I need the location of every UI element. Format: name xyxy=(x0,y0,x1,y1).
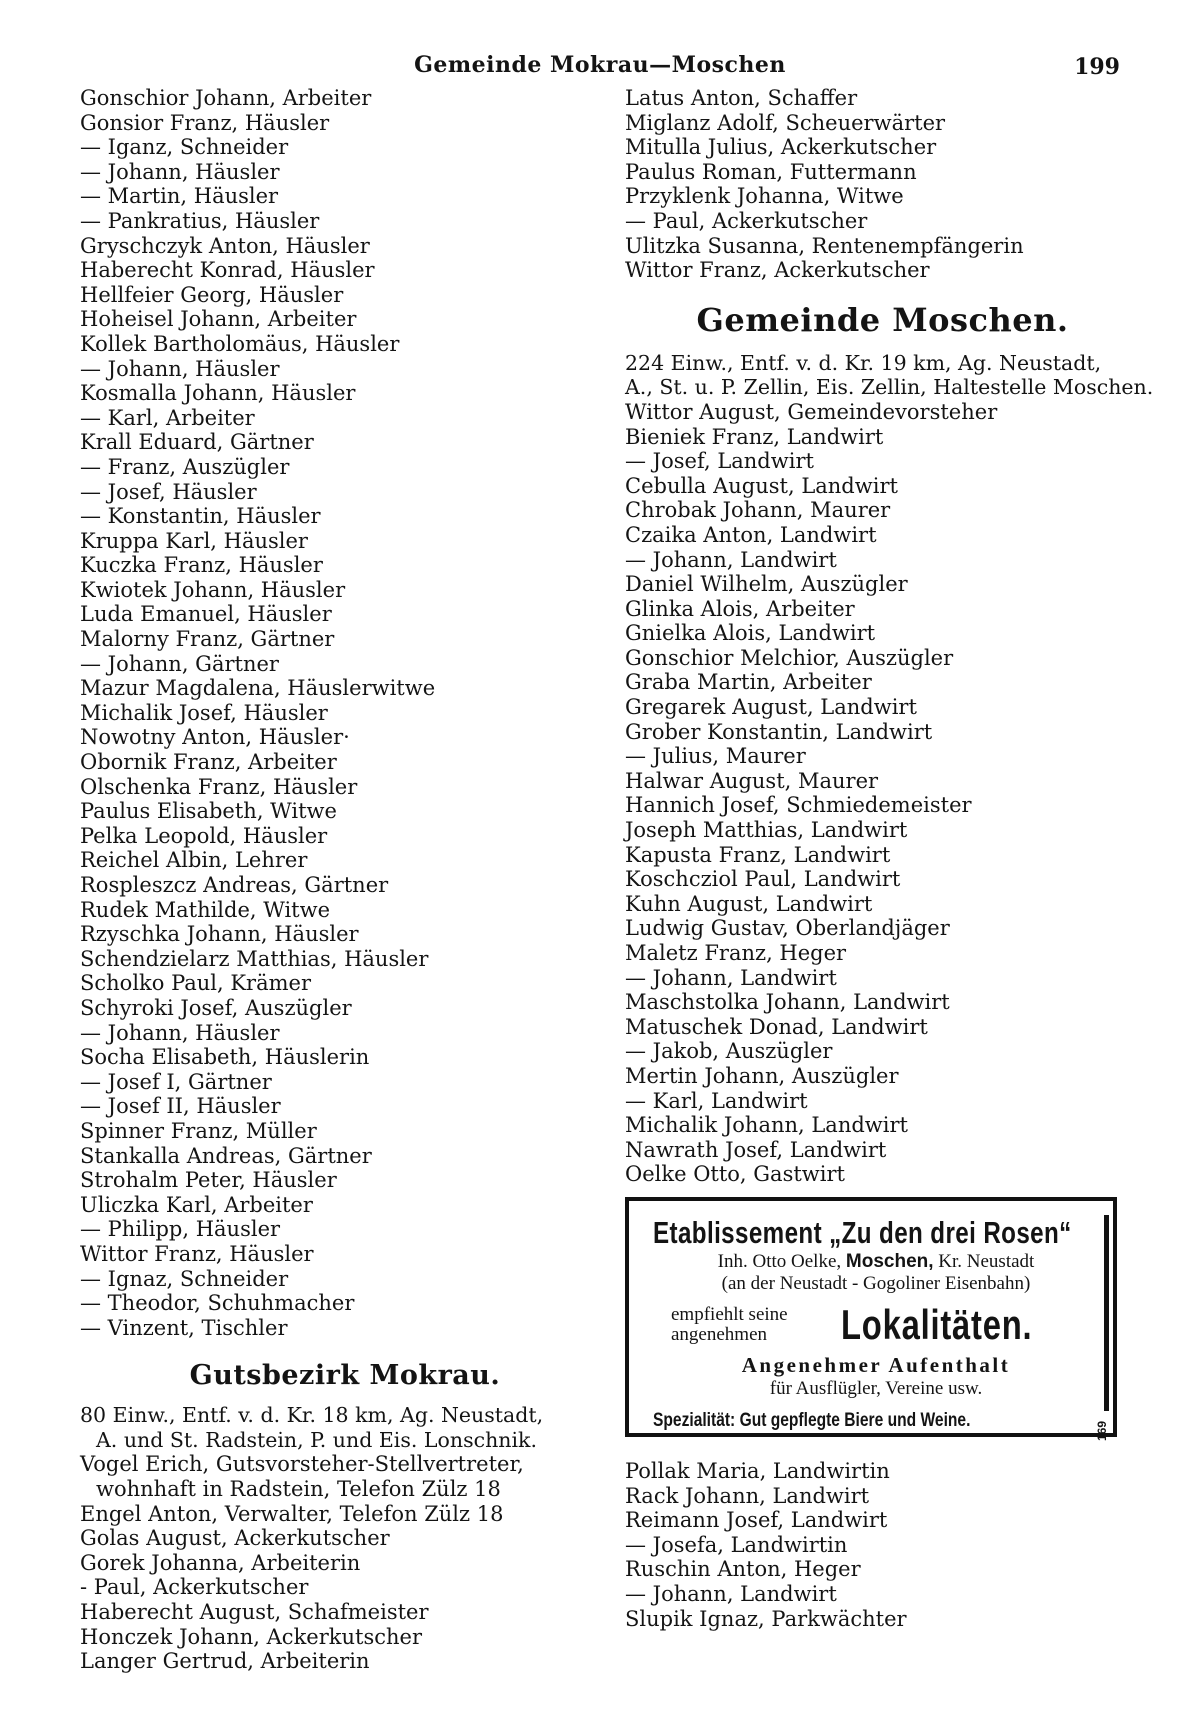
directory-entry: Rack Johann, Landwirt xyxy=(625,1483,870,1508)
advertisement-bar xyxy=(1104,1215,1109,1411)
right-bottom-entry-list xyxy=(625,1459,1140,1631)
directory-entry: Wittor Franz, Ackerkutscher xyxy=(625,258,930,283)
directory-entry: Kollek Bartholomäus, Häusler xyxy=(80,331,400,356)
ad-specialty: Spezialität: Gut gepflegte Biere und Weine. xyxy=(653,1409,971,1431)
directory-entry: Hannich Josef, Schmiedemeister xyxy=(625,793,972,818)
directory-entry: Luda Emanuel, Häusler xyxy=(80,602,332,627)
directory-entry: Gonschior Johann, Arbeiter xyxy=(80,86,372,110)
directory-entry: Nowotny Anton, Häusler· xyxy=(80,725,350,750)
moschen-entry-list xyxy=(625,400,1140,1187)
directory-entry: Scholko Paul, Krämer xyxy=(80,971,311,996)
directory-entry: Maletz Franz, Heger xyxy=(625,941,847,965)
directory-entry: Kosmalla Johann, Häusler xyxy=(80,381,356,406)
directory-entry: Nawrath Josef, Landwirt xyxy=(625,1137,887,1162)
directory-entry: Golas August, Ackerkutscher xyxy=(80,1526,390,1551)
directory-entry: — Ignaz, Schneider xyxy=(80,1266,289,1291)
directory-entry: Rudek Mathilde, Witwe xyxy=(80,897,331,922)
directory-entry: — Josefa, Landwirtin xyxy=(625,1532,848,1557)
directory-entry: — Philipp, Häusler xyxy=(80,1217,281,1242)
directory-entry: Mitulla Julius, Ackerkutscher xyxy=(625,135,937,160)
directory-entry: Chrobak Johann, Maurer xyxy=(625,498,891,523)
running-title: Gemeinde Mokrau—Moschen xyxy=(414,52,786,78)
directory-entry: — Josef I, Gärtner xyxy=(80,1069,272,1094)
directory-entry: — Theodor, Schuhmacher xyxy=(80,1291,355,1316)
section-title-gutsbezirk-mokrau: Gutsbezirk Mokrau. xyxy=(189,1360,501,1392)
directory-entry: Miglanz Adolf, Scheuerwärter xyxy=(625,110,946,135)
directory-entry: - Paul, Ackerkutscher xyxy=(80,1575,309,1600)
directory-entry: Pollak Maria, Landwirtin xyxy=(625,1458,890,1483)
directory-entry: Engel Anton, Verwalter, Telefon Zülz 18 xyxy=(80,1501,504,1526)
directory-entry: Krall Eduard, Gärtner xyxy=(80,430,314,455)
directory-entry: Pelka Leopold, Häusler xyxy=(80,823,328,848)
directory-entry: Wittor Franz, Häusler xyxy=(80,1241,314,1266)
directory-entry: Schendzielarz Matthias, Häusler xyxy=(80,946,429,971)
ad-lokalitaeten-row xyxy=(653,1301,1099,1349)
directory-entry: Michalik Josef, Häusler xyxy=(80,700,328,725)
directory-entry: Gnielka Alois, Landwirt xyxy=(625,621,876,646)
directory-entry: Mazur Magdalena, Häuslerwitwe xyxy=(80,676,436,701)
directory-entry: Langer Gertrud, Arbeiterin xyxy=(80,1649,370,1674)
directory-entry: Kapusta Franz, Landwirt xyxy=(625,842,891,867)
directory-entry: Kwiotek Johann, Häusler xyxy=(80,577,346,602)
directory-entry: Haberecht August, Schafmeister xyxy=(80,1600,429,1625)
directory-entry: Halwar August, Maurer xyxy=(625,768,879,793)
section-info-moschen xyxy=(625,350,1154,400)
directory-entry: Wittor August, Gemeindevorsteher xyxy=(625,399,998,424)
directory-entry: — Johann, Landwirt xyxy=(625,965,837,990)
directory-entry: — Johann, Gärtner xyxy=(80,651,279,676)
ad-banner: Angenehmer Aufenthalt xyxy=(741,1352,1011,1377)
directory-entry: Socha Elisabeth, Häuslerin xyxy=(80,1045,370,1070)
directory-entry: — Julius, Maurer xyxy=(625,744,806,769)
directory-entry: Graba Martin, Arbeiter xyxy=(625,670,872,695)
ad-owner-line xyxy=(653,1251,1099,1273)
page-number: 199 xyxy=(1074,54,1120,80)
ad-code: 169 xyxy=(1095,1420,1109,1441)
ad-owner-place: Moschen, xyxy=(845,1250,934,1272)
right-top-entry-list xyxy=(625,86,1140,283)
directory-entry: Glinka Alois, Arbeiter xyxy=(625,596,855,621)
directory-entry: Vogel Erich, Gutsvorsteher-Stellvertreter, xyxy=(80,1452,524,1477)
directory-entry: Daniel Wilhelm, Auszügler xyxy=(625,572,908,597)
ad-railway-line: (an der Neustadt - Gogoliner Eisenbahn) xyxy=(721,1272,1031,1294)
section-title-gemeinde-moschen: Gemeinde Moschen. xyxy=(696,300,1069,339)
directory-entry: Kruppa Karl, Häusler xyxy=(80,528,308,553)
directory-entry: Gryschczyk Anton, Häusler xyxy=(80,233,370,258)
directory-entry: — Konstantin, Häusler xyxy=(80,504,321,529)
directory-entry: Paulus Roman, Futtermann xyxy=(625,159,917,184)
ad-owner-suffix: Kr. Neustadt xyxy=(933,1250,1035,1272)
ad-recommend-line: angenehmen xyxy=(671,1323,768,1345)
directory-entry: — Karl, Arbeiter xyxy=(80,405,255,430)
section-info-line: 80 Einw., Entf. v. d. Kr. 18 km, Ag. Neustadt, xyxy=(80,1403,544,1428)
section-info-line: A. und St. Radstein, P. und Eis. Lonschnik. xyxy=(96,1427,537,1452)
left-entry-list xyxy=(80,86,610,1340)
directory-entry: — Pankratius, Häusler xyxy=(80,208,320,233)
directory-entry: Latus Anton, Schaffer xyxy=(625,86,858,110)
directory-entry: Hoheisel Johann, Arbeiter xyxy=(80,307,357,332)
ad-recommend-line: empfiehlt seine xyxy=(671,1303,788,1325)
ad-audience: für Ausflügler, Vereine usw. xyxy=(769,1377,983,1399)
ad-big-word: Lokalitäten. xyxy=(841,1300,1033,1348)
directory-entry: Strohalm Peter, Häusler xyxy=(80,1168,337,1193)
directory-entry: — Josef, Häusler xyxy=(80,479,257,504)
page-header xyxy=(80,52,1120,82)
directory-entry: Grober Konstantin, Landwirt xyxy=(625,719,933,744)
directory-entry: Mertin Johann, Auszügler xyxy=(625,1063,899,1088)
directory-entry: Ludwig Gustav, Oberlandjäger xyxy=(625,916,950,941)
directory-entry: Gonschior Melchior, Auszügler xyxy=(625,645,954,670)
left-column xyxy=(80,86,610,1674)
ad-recommend-text xyxy=(653,1305,841,1345)
directory-entry: Spinner Franz, Müller xyxy=(80,1118,317,1143)
directory-entry: — Johann, Landwirt xyxy=(625,547,837,572)
directory-entry: wohnhaft in Radstein, Telefon Zülz 18 xyxy=(96,1477,501,1502)
directory-entry: — Martin, Häusler xyxy=(80,184,279,209)
directory-entry: Matuschek Donad, Landwirt xyxy=(625,1014,928,1039)
directory-entry: Reimann Josef, Landwirt xyxy=(625,1508,888,1533)
directory-entry: Malorny Franz, Gärtner xyxy=(80,627,335,652)
directory-entry: Koschcziol Paul, Landwirt xyxy=(625,867,901,892)
directory-entry: Schyroki Josef, Auszügler xyxy=(80,995,352,1020)
directory-entry: Przyklenk Johanna, Witwe xyxy=(625,184,904,209)
directory-entry: — Johann, Landwirt xyxy=(625,1581,837,1606)
directory-entry: Olschenka Franz, Häusler xyxy=(80,774,358,799)
directory-entry: Uliczka Karl, Arbeiter xyxy=(80,1192,313,1217)
directory-entry: Rospleszcz Andreas, Gärtner xyxy=(80,873,389,897)
directory-entry: Maschstolka Johann, Landwirt xyxy=(625,990,950,1015)
section-info-line: 224 Einw., Entf. v. d. Kr. 19 km, Ag. Neustadt, xyxy=(625,350,1102,375)
directory-entry: Gonsior Franz, Häusler xyxy=(80,110,330,135)
directory-entry: — Jakob, Auszügler xyxy=(625,1039,833,1064)
gutsbezirk-entry-list xyxy=(80,1452,610,1673)
ad-headline: Etablissement „Zu den drei Rosen“ xyxy=(653,1214,1072,1250)
directory-entry: Bieniek Franz, Landwirt xyxy=(625,424,884,449)
directory-entry: — Johann, Häusler xyxy=(80,1020,280,1045)
directory-entry: Haberecht Konrad, Häusler xyxy=(80,258,375,283)
directory-entry: Gorek Johanna, Arbeiterin xyxy=(80,1550,361,1575)
directory-entry: Michalik Johann, Landwirt xyxy=(625,1113,908,1138)
directory-entry: Czaika Anton, Landwirt xyxy=(625,522,877,547)
directory-entry: — Paul, Ackerkutscher xyxy=(625,208,868,233)
directory-entry: — Franz, Auszügler xyxy=(80,454,290,479)
right-column xyxy=(625,86,1154,1631)
directory-entry: — Johann, Häusler xyxy=(80,356,280,381)
directory-entry: Gregarek August, Landwirt xyxy=(625,695,917,720)
directory-entry: Kuhn August, Landwirt xyxy=(625,891,873,916)
directory-entry: — Josef II, Häusler xyxy=(80,1094,281,1119)
directory-entry: Stankalla Andreas, Gärtner xyxy=(80,1143,372,1168)
directory-entry: Kuczka Franz, Häusler xyxy=(80,553,323,578)
ad-owner-prefix: Inh. Otto Oelke, xyxy=(717,1250,846,1272)
directory-entry: Ruschin Anton, Heger xyxy=(625,1557,861,1582)
directory-entry: — Iganz, Schneider xyxy=(80,135,289,160)
directory-entry: Cebulla August, Landwirt xyxy=(625,473,898,498)
directory-entry: Joseph Matthias, Landwirt xyxy=(625,818,908,843)
directory-entry: Rzyschka Johann, Häusler xyxy=(80,922,359,947)
directory-entry: — Josef, Landwirt xyxy=(625,449,814,474)
directory-entry: — Johann, Häusler xyxy=(80,159,280,184)
directory-entry: Honczek Johann, Ackerkutscher xyxy=(80,1624,422,1649)
directory-entry: — Vinzent, Tischler xyxy=(80,1315,288,1340)
directory-entry: — Karl, Landwirt xyxy=(625,1088,808,1113)
directory-entry: Oelke Otto, Gastwirt xyxy=(625,1162,845,1187)
directory-entry: Slupik Ignaz, Parkwächter xyxy=(625,1606,907,1631)
advertisement-box xyxy=(625,1197,1117,1441)
directory-entry: Paulus Elisabeth, Witwe xyxy=(80,799,337,824)
section-info-line: A., St. u. P. Zellin, Eis. Zellin, Haltestelle Moschen. xyxy=(625,375,1154,400)
directory-entry: Obornik Franz, Arbeiter xyxy=(80,750,337,775)
directory-entry: Ulitzka Susanna, Rentenempfängerin xyxy=(625,233,1024,258)
directory-entry: Hellfeier Georg, Häusler xyxy=(80,282,344,307)
directory-entry: Reichel Albin, Lehrer xyxy=(80,848,308,873)
section-info-gutsbezirk xyxy=(80,1403,610,1452)
